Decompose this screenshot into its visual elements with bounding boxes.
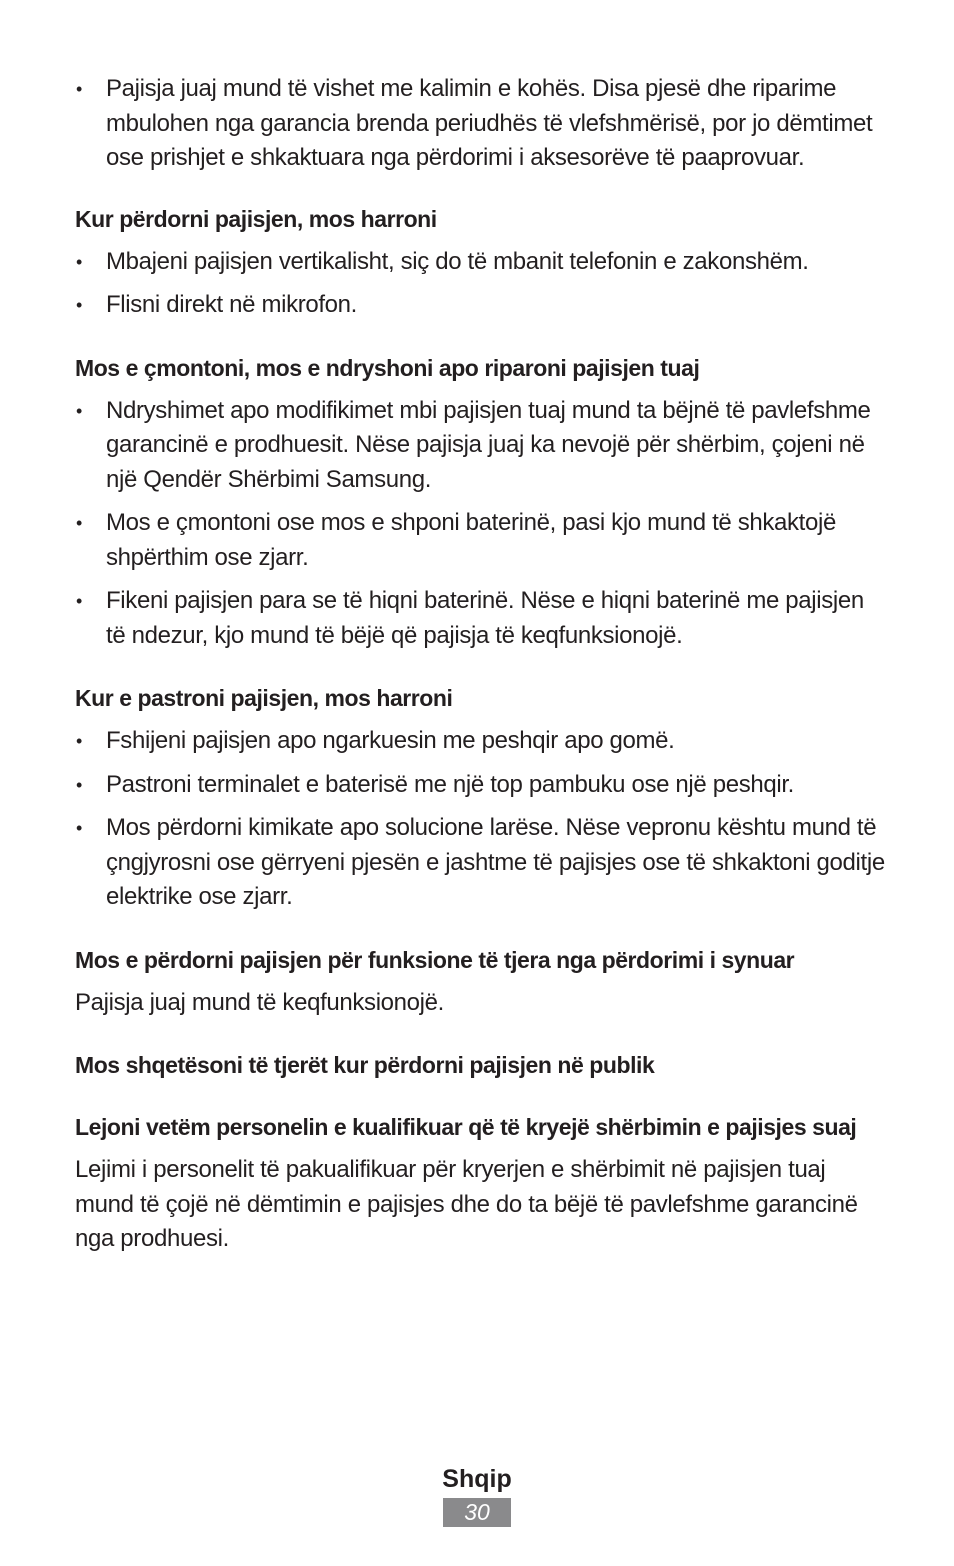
section-heading: Kur përdorni pajisjen, mos harroni — [75, 205, 437, 232]
list-item — [75, 394, 885, 498]
list-item — [75, 811, 885, 915]
list-item — [75, 584, 885, 653]
bullet-icon: • — [76, 818, 82, 838]
list-item-text: Mos përdorni kimikate apo solucione larëse. Nëse vepronu kështu mund të çngjyrosni ose gërryeni pjesën e jashtme të pajisjes ose të shkaktoni goditje elektrike ose zjarr. — [106, 814, 885, 910]
list-item-text: Fshijeni pajisjen apo ngarkuesin me peshqir apo gomë. — [106, 727, 675, 754]
bullet-icon: • — [76, 400, 82, 421]
bullet-list — [75, 724, 885, 915]
section-heading: Mos e përdorni pajisjen për funksione të tjera nga përdorimi i synuar — [75, 946, 795, 973]
footer-language-label: Shqip — [442, 1465, 512, 1493]
list-item — [75, 724, 885, 759]
section-heading: Lejoni vetëm personelin e kualifikuar që të kryejë shërbimin e pajisjes suaj — [75, 1114, 857, 1140]
bullet-list — [75, 72, 885, 176]
list-item — [75, 245, 885, 280]
bullet-list — [75, 394, 885, 654]
section-heading: Kur e pastroni pajisjen, mos harroni — [75, 685, 453, 711]
list-item-text: Mos e çmontoni ose mos e shponi baterinë, pasi kjo mund të shkaktojë shpërthim ose zjarr. — [106, 509, 836, 571]
bullet-list — [75, 245, 885, 323]
list-item — [75, 72, 885, 176]
bullet-icon: • — [76, 251, 82, 272]
document-body — [75, 72, 885, 1257]
bullet-icon: • — [76, 774, 82, 795]
list-item — [75, 768, 885, 803]
bullet-icon: • — [76, 295, 82, 315]
bullet-icon: • — [76, 513, 82, 533]
list-item-text: Ndryshimet apo modifikimet mbi pajisjen tuaj mund ta bëjnë të pavlefshme garancinë e prodhuesit. Nëse pajisja juaj ka nevojë për shërbim, çojeni në një Qendër Shërbimi Samsung. — [106, 396, 871, 493]
bullet-icon: • — [76, 591, 82, 611]
list-item-text: Mbajeni pajisjen vertikalisht, siç do të mbanit telefonin e zakonshëm. — [106, 247, 809, 275]
section-heading: Mos shqetësoni të tjerët kur përdorni pajisjen në publik — [75, 1052, 655, 1078]
section-paragraph: Lejimi i personelit të pakualifikuar për kryerjen e shërbimit në pajisjen tuaj mund të çojë në dëmtimin e pajisjes dhe do ta bëjë të pavlefshme garancinë nga prodhuesi. — [75, 1156, 858, 1252]
bullet-icon: • — [76, 79, 82, 99]
bullet-icon: • — [76, 731, 82, 751]
list-item — [75, 506, 885, 575]
page-number-badge: 30 — [443, 1498, 511, 1527]
list-item-text: Flisni direkt në mikrofon. — [106, 291, 357, 318]
list-item-text: Pajisja juaj mund të vishet me kalimin e kohës. Disa pjesë dhe riparime mbulohen nga garancia brenda periudhës të vlefshmërisë, por jo dëmtimet ose prishjet e shkaktuara nga përdorimi i aksesorëve të paaprovuar. — [106, 75, 873, 171]
list-item-text: Pastroni terminalet e baterisë me një top pambuku ose një peshqir. — [106, 770, 794, 798]
list-item-text: Fikeni pajisjen para se të hiqni baterinë. Nëse e hiqni baterinë me pajisjen të ndezur, kjo mund të bëjë që pajisja të keqfunksionojë. — [106, 587, 864, 649]
section-heading: Mos e çmontoni, mos e ndryshoni apo riparoni pajisjen tuaj — [75, 354, 700, 381]
page-footer — [0, 1462, 954, 1527]
list-item — [75, 288, 885, 323]
section-paragraph: Pajisja juaj mund të keqfunksionojë. — [75, 988, 444, 1016]
